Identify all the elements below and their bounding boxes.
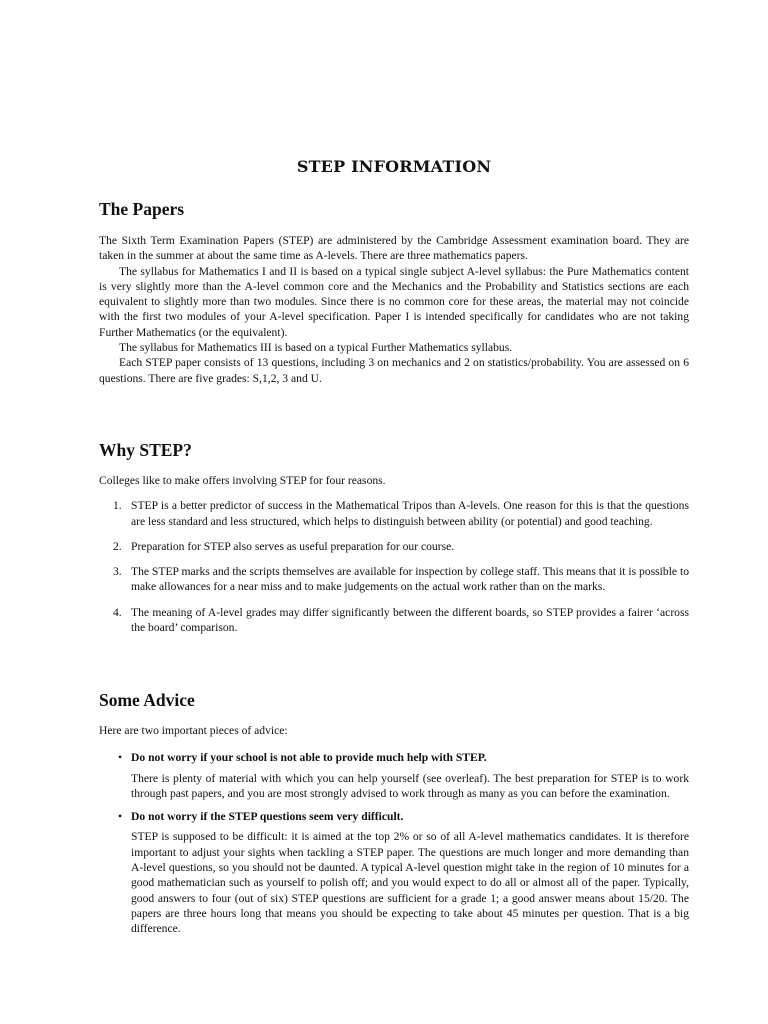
list-item-text: STEP is a better predictor of success in the Mathematical Tripos than A-levels. One reason for this is that the questions are less standard and less structured, which helps to distinguish between ability (or potential) and good teaching. xyxy=(131,499,689,528)
list-item xyxy=(99,564,689,595)
list-item-number: 3. xyxy=(113,565,122,579)
section-why xyxy=(99,473,689,645)
advice-list xyxy=(99,750,689,936)
page-title: STEP INFORMATION xyxy=(296,157,492,176)
papers-paragraph-4: Each STEP paper consists of 13 questions, including 3 on mechanics and 2 on statistics/probability. You are assessed on 6 questions. There are five grades: S,1,2, 3 and U. xyxy=(99,356,689,385)
bullet-icon: • xyxy=(118,751,123,765)
why-intro: Colleges like to make offers involving STEP for four reasons. xyxy=(99,474,386,487)
advice-item-text: There is plenty of material with which you can help yourself (see overleaf). The best preparation for STEP is to work through past papers, and you are most strongly advised to work through as many as you can before the examination. xyxy=(131,771,689,800)
section-advice xyxy=(99,723,689,945)
reasons-list xyxy=(99,498,689,635)
papers-paragraph-1: The Sixth Term Examination Papers (STEP) are administered by the Cambridge Assessment examination board. They are taken in the summer at about the same time as A-levels. There are three mathematics papers. xyxy=(99,234,689,263)
list-item xyxy=(99,498,689,529)
section-heading-advice: Some Advice xyxy=(99,690,195,710)
papers-paragraph-3: The syllabus for Mathematics III is based on a typical Further Mathematics syllabus. xyxy=(119,341,513,355)
list-item xyxy=(99,539,689,554)
list-item xyxy=(99,809,689,936)
list-item-text: The STEP marks and the scripts themselves are available for inspection by college staff. This means that it is possible to make allowances for a near miss and to make judgements on the actual work rather than on the marks. xyxy=(131,565,689,594)
section-heading-papers: The Papers xyxy=(99,199,185,219)
list-item-number: 1. xyxy=(113,499,122,513)
advice-item-heading: Do not worry if the STEP questions seem very difficult. xyxy=(131,810,404,824)
list-item xyxy=(99,750,689,801)
list-item-number: 2. xyxy=(113,539,122,553)
list-item xyxy=(99,605,689,636)
advice-item-text: STEP is supposed to be difficult: it is aimed at the top 2% or so of all A-level mathematics candidates. It is therefore important to adjust your sights when tackling a STEP paper. The questions are much longer and more demanding than A-level questions, so you should not be daunted. A typical A-level question might take in the region of 10 minutes for a good mathematician such as yourself to polish off; and you would expect to do all or almost all of the paper. Typically, good answers to four (out of six) STEP questions are sufficient for a grade 1; a good answer means about 15/20. The papers are three hours long that means you should be expecting to take about 45 minutes per question. That is a big difference. xyxy=(131,830,689,936)
advice-item-heading: Do not worry if your school is not able to provide much help with STEP. xyxy=(131,751,487,765)
list-item-text: Preparation for STEP also serves as useful preparation for our course. xyxy=(131,539,455,553)
bullet-icon: • xyxy=(118,810,123,824)
list-item-number: 4. xyxy=(113,605,122,619)
section-heading-why: Why STEP? xyxy=(99,440,192,460)
papers-paragraph-2: The syllabus for Mathematics I and II is based on a typical single subject A-level syllabus: the Pure Mathematics content is very slightly more than the A-level common core and the Mechanics and the Probability and Statistics sections are each equivalent to slightly more than two modules. Since there is no common core for these areas, the material may not coincide with the first two modules of your A-level specification. Paper I is intended specifically for candidates who are not taking Further Mathematics (or the equivalent). xyxy=(99,264,689,339)
advice-intro: Here are two important pieces of advice: xyxy=(99,724,288,737)
list-item-text: The meaning of A-level grades may differ significantly between the different boards, so STEP provides a fairer ‘across the board’ comparison. xyxy=(131,605,689,635)
section-papers xyxy=(99,233,689,386)
